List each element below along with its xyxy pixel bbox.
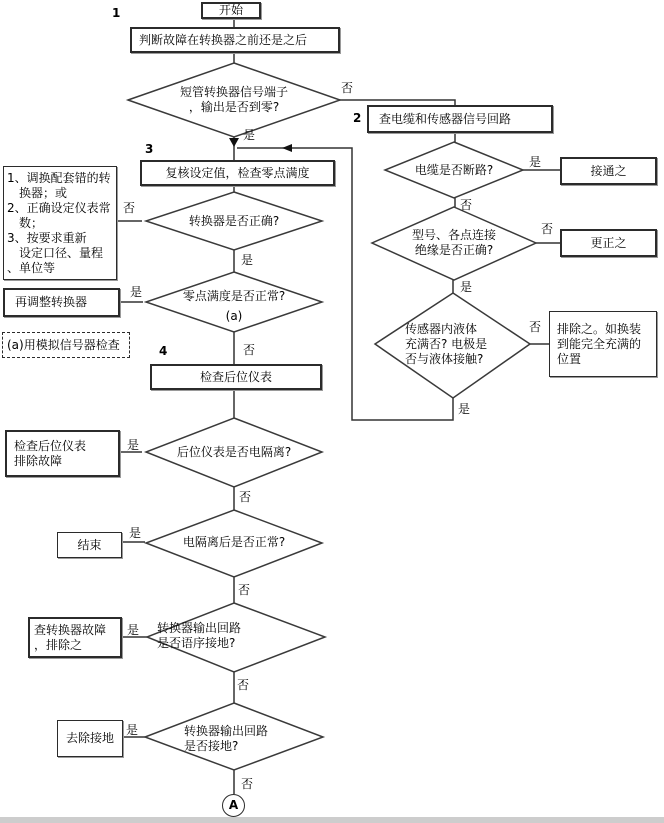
decision-ground-seq-line1: 转换器输出回路 bbox=[157, 621, 242, 635]
diamond-zero-output bbox=[128, 63, 340, 137]
action-remove-ground bbox=[57, 720, 123, 757]
yes-label-d9: 是 bbox=[127, 623, 140, 637]
yes-label-d2: 是 bbox=[529, 155, 542, 169]
decision-cable-open-text: 电缆是否断路? bbox=[414, 163, 494, 177]
no-label-d10: 否 bbox=[241, 777, 254, 791]
no-label-d1: 否 bbox=[341, 81, 354, 95]
yes-label-d4: 是 bbox=[458, 402, 471, 416]
arrowheads bbox=[229, 138, 292, 152]
decision-zero-output-line1: 短管转换器信号端子 bbox=[179, 85, 288, 99]
end-label: 结束 bbox=[77, 537, 102, 552]
action-connect bbox=[560, 157, 657, 185]
action-exclude bbox=[549, 311, 657, 377]
decision-liquid-line3: 否与液体接触? bbox=[405, 352, 484, 366]
connector-a-label: A bbox=[228, 798, 239, 812]
process-judge-fault bbox=[130, 27, 340, 53]
no-label-d9: 否 bbox=[237, 678, 250, 692]
note-a-box bbox=[2, 332, 130, 358]
yes-label-d5: 是 bbox=[241, 253, 254, 267]
flow-lines bbox=[118, 18, 560, 794]
diamond-liquid-full bbox=[375, 293, 530, 398]
diamond-ground-seq bbox=[147, 603, 325, 672]
process-check-rear-meter-label: 检查后位仪表 bbox=[199, 369, 272, 384]
action-readjust-label: 再调整转换器 bbox=[15, 295, 88, 309]
no-label-d7: 否 bbox=[239, 490, 252, 504]
note-a-label: (a)用模拟信号器检查 bbox=[7, 337, 120, 352]
process-check-cable bbox=[367, 105, 553, 133]
yes-label-d3: 是 bbox=[460, 280, 473, 294]
no-label-d5: 否 bbox=[123, 201, 136, 215]
decision-isolation-text: 后位仪表是否电隔离? bbox=[176, 445, 292, 459]
action-exclude-line2: 到能完全充满的 bbox=[557, 336, 642, 351]
decision-model-line1: 型号、各点连接 bbox=[411, 228, 496, 242]
diamond-model-insulation bbox=[372, 207, 536, 280]
no-label-d2: 否 bbox=[460, 198, 473, 212]
action-connect-label: 接通之 bbox=[590, 163, 627, 178]
decision-ground-line2: 是否接地? bbox=[184, 739, 239, 753]
remedy-line1: 1、调换配套错的转 bbox=[7, 170, 111, 185]
decision-zero-span-note-ref: (a) bbox=[225, 309, 243, 323]
action-exclude-line3: 位置 bbox=[557, 351, 582, 366]
process-judge-fault-label: 判断故障在转换器之前还是之后 bbox=[139, 32, 308, 47]
action-correct bbox=[560, 229, 657, 257]
action-find-fault-line1: 查转换器故障 bbox=[34, 622, 107, 637]
arrow-left-icon bbox=[282, 144, 292, 152]
remedy-line6: 设定口径、量程 bbox=[7, 245, 104, 260]
end-node bbox=[57, 532, 122, 558]
action-readjust bbox=[3, 288, 120, 317]
remedy-line5: 3、按要求重新 bbox=[7, 230, 87, 245]
diamond-isolation bbox=[146, 418, 322, 487]
diamond-after-isolation bbox=[146, 510, 322, 577]
yes-label-d10: 是 bbox=[126, 723, 139, 737]
yes-label-d1: 是 bbox=[243, 128, 256, 142]
decision-model-line2: 绝缘是否正确? bbox=[414, 243, 494, 257]
process-check-rear-meter bbox=[150, 364, 322, 390]
no-label-d8: 否 bbox=[238, 583, 251, 597]
process-recheck-setting bbox=[140, 160, 335, 186]
step-marker-4: 4 bbox=[159, 344, 168, 358]
decision-liquid-line2: 充满否? 电极是 bbox=[405, 337, 488, 351]
step-marker-1: 1 bbox=[112, 6, 121, 20]
connector-a bbox=[222, 794, 245, 817]
bottom-edge-strip bbox=[0, 817, 664, 823]
decision-ground-seq-line2: 是否语序接地? bbox=[157, 636, 236, 650]
yes-label-d7: 是 bbox=[127, 438, 140, 452]
yes-label-d6: 是 bbox=[130, 285, 143, 299]
remedy-line3: 2、正确设定仪表常 bbox=[7, 200, 111, 215]
process-recheck-setting-label: 复核设定值，检查零点满度 bbox=[165, 165, 310, 180]
action-check-rear bbox=[5, 430, 120, 477]
diamond-converter-ok bbox=[146, 192, 322, 250]
action-exclude-line1: 排除之。如换装 bbox=[557, 321, 642, 336]
yes-label-d8: 是 bbox=[129, 526, 142, 540]
decision-converter-ok-text: 转换器是否正确? bbox=[188, 214, 280, 228]
arrow-down-icon bbox=[229, 138, 239, 147]
decision-liquid-line1: 传感器内液体 bbox=[405, 322, 478, 336]
start-node bbox=[201, 2, 261, 19]
action-remove-ground-label: 去除接地 bbox=[65, 731, 114, 745]
no-label-d4: 否 bbox=[529, 320, 542, 334]
remedy-list-box bbox=[3, 166, 117, 280]
remedy-line7: 、单位等 bbox=[7, 260, 56, 275]
action-find-fault bbox=[28, 617, 122, 658]
step-marker-3: 3 bbox=[145, 142, 154, 156]
process-check-cable-label: 查电缆和传感器信号回路 bbox=[379, 111, 512, 126]
decision-zero-output-line2: ，输出是否到零? bbox=[188, 100, 280, 114]
decision-zero-span-text: 零点满度是否正常? bbox=[182, 289, 286, 303]
action-correct-label: 更正之 bbox=[590, 235, 627, 250]
action-check-rear-line2: 排除故障 bbox=[14, 453, 63, 468]
action-find-fault-line2: ，排除之 bbox=[34, 637, 83, 652]
diamond-ground bbox=[145, 703, 323, 770]
diamond-cable-open bbox=[385, 142, 523, 198]
start-label: 开始 bbox=[218, 3, 243, 17]
no-label-d3: 否 bbox=[541, 222, 554, 236]
step-marker-2: 2 bbox=[353, 111, 362, 125]
no-label-d6: 否 bbox=[243, 343, 256, 357]
remedy-line2: 换器；或 bbox=[7, 185, 68, 200]
decision-ground-line1: 转换器输出回路 bbox=[184, 724, 269, 738]
remedy-line4: 数； bbox=[7, 215, 44, 230]
action-check-rear-line1: 检查后位仪表 bbox=[14, 438, 87, 453]
decision-after-isolation-text: 电隔离后是否正常? bbox=[182, 535, 286, 549]
diamond-zero-span bbox=[146, 272, 322, 332]
